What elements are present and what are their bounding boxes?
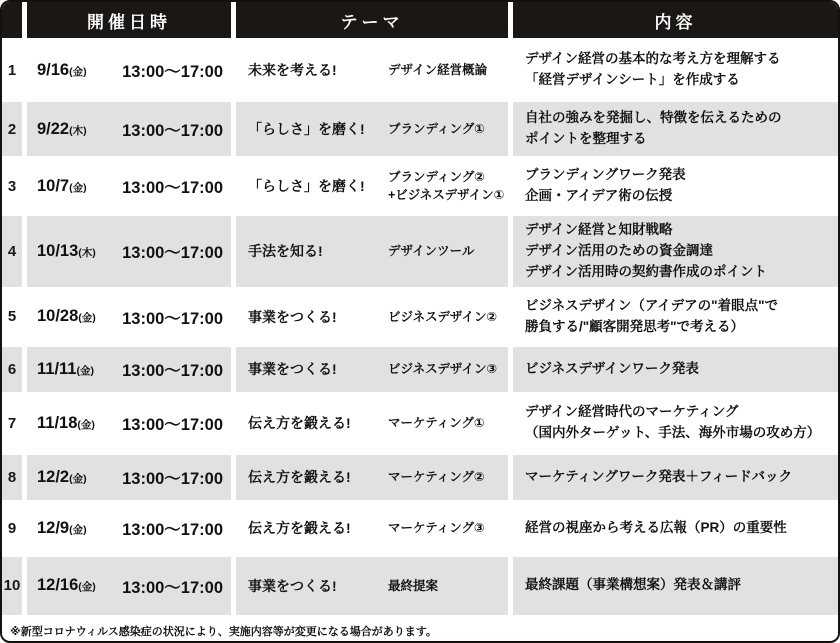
table-header [2, 2, 838, 38]
row-number: 10 [2, 557, 22, 615]
session-datetime [27, 557, 231, 615]
session-time: 13:00〜17:00 [122, 309, 223, 328]
session-weekday: (金) [69, 181, 87, 194]
session-theme [236, 455, 508, 500]
session-content [513, 455, 838, 500]
session-datetime [27, 503, 231, 554]
row-number: 9 [2, 503, 22, 554]
theme-main-label: 伝え方を鍛える! [248, 415, 351, 432]
session-date: 11/11(金) [37, 359, 94, 378]
theme-main-label: 事業をつくる! [248, 577, 337, 594]
session-content [513, 503, 838, 554]
session-weekday: (金) [69, 472, 87, 485]
session-datetime [27, 102, 231, 156]
table-row [2, 102, 838, 156]
table-row [2, 503, 838, 554]
content-line: 最終課題（事業構想案）発表＆講評 [525, 577, 741, 593]
session-date: 10/28(金) [37, 307, 96, 326]
theme-main-label: 伝え方を鍛える! [248, 469, 351, 486]
content-line: マーケティングワーク発表＋フィードバック [525, 468, 793, 484]
session-time: 13:00〜17:00 [122, 63, 223, 81]
session-theme [236, 347, 508, 392]
row-number: 6 [2, 347, 22, 392]
theme-main-label: 未来を考える! [248, 62, 337, 78]
session-content [513, 159, 838, 213]
session-time: 13:00〜17:00 [122, 470, 223, 489]
content-line: 企画・アイデア術の伝授 [525, 188, 673, 203]
session-weekday: (金) [69, 523, 87, 536]
content-line: （国内外ターゲット、手法、海外市場の攻め方） [525, 425, 821, 441]
theme-main-label: 事業をつくる! [248, 361, 337, 378]
session-weekday: (金) [76, 364, 94, 377]
theme-sub-label: マーケティング③ [388, 521, 485, 536]
header-datetime: 開催日時 [27, 2, 231, 38]
session-theme [236, 395, 508, 452]
session-date: 12/9(金) [37, 518, 87, 537]
session-weekday: (金) [78, 581, 96, 594]
content-line: ブランディングワーク発表 [525, 167, 686, 183]
session-theme [236, 557, 508, 615]
session-datetime [27, 290, 231, 344]
session-datetime [27, 347, 231, 392]
session-weekday: (木) [78, 246, 96, 259]
session-date: 9/16(金) [37, 60, 87, 79]
theme-main-label: 伝え方を鍛える! [248, 520, 351, 537]
session-date: 10/13(木) [37, 241, 96, 260]
session-time: 13:00〜17:00 [122, 362, 223, 381]
session-theme [236, 159, 508, 213]
session-time: 13:00〜17:00 [122, 521, 223, 540]
content-line: デザイン経営時代のマーケティング [525, 404, 739, 420]
content-line: デザイン活用時の契約書作成のポイント [525, 263, 768, 279]
theme-sub-label: デザイン経営概論 [388, 62, 488, 77]
row-number: 4 [2, 216, 22, 287]
session-time: 13:00〜17:00 [122, 244, 223, 263]
content-line: ビジネスデザイン（アイデアの"着眼点"で [525, 297, 778, 313]
theme-main-label: 「らしさ」を磨く! [248, 178, 365, 194]
session-datetime [27, 216, 231, 287]
row-number: 7 [2, 395, 22, 452]
session-weekday: (金) [77, 418, 95, 431]
session-content [513, 290, 838, 344]
session-content [513, 102, 838, 156]
content-line: 経営の視座から考える広報（PR）の重要性 [525, 519, 787, 535]
table-row [2, 455, 838, 500]
session-weekday: (金) [69, 65, 87, 78]
header-number-col [2, 2, 22, 38]
session-theme [236, 102, 508, 156]
content-line: デザイン活用のための資金調達 [525, 242, 714, 258]
row-number: 1 [2, 41, 22, 99]
table-body [2, 41, 838, 615]
table-row [2, 41, 838, 99]
header-content: 内容 [513, 2, 838, 38]
theme-sub-label: デザインツール [388, 244, 475, 259]
header-theme: テーマ [236, 2, 508, 38]
session-datetime [27, 455, 231, 500]
content-line: デザイン経営の基本的な考え方を理解する [525, 51, 781, 67]
session-theme [236, 216, 508, 287]
theme-main-label: 「らしさ」を磨く! [248, 121, 365, 137]
session-date: 11/18(金) [37, 413, 95, 432]
content-line: デザイン経営と知財戦略 [525, 222, 673, 237]
session-content [513, 395, 838, 452]
session-theme [236, 503, 508, 554]
session-datetime [27, 41, 231, 99]
theme-sub-label: ブランディング② +ビジネスデザイン① [388, 169, 505, 202]
theme-sub-label: 最終提案 [388, 578, 439, 593]
row-number: 2 [2, 102, 22, 156]
session-theme [236, 290, 508, 344]
content-line: 自社の強みを発掘し、特徴を伝えるための [525, 110, 782, 126]
table-row [2, 216, 838, 287]
session-content [513, 216, 838, 287]
table-row [2, 159, 838, 213]
table-row [2, 557, 838, 615]
theme-sub-label: ビジネスデザイン③ [388, 362, 498, 377]
session-date: 9/22(木) [37, 119, 87, 138]
theme-sub-label: マーケティング② [388, 470, 485, 485]
table-row [2, 395, 838, 452]
session-date: 12/2(金) [37, 467, 87, 486]
session-weekday: (木) [69, 124, 87, 137]
row-number: 5 [2, 290, 22, 344]
session-time: 13:00〜17:00 [122, 416, 223, 435]
session-time: 13:00〜17:00 [122, 122, 223, 140]
session-content [513, 41, 838, 99]
theme-sub-label: マーケティング① [388, 416, 485, 431]
content-line: 勝負する/"顧客開発思考"で考える） [525, 318, 745, 334]
session-datetime [27, 159, 231, 213]
row-number: 3 [2, 159, 22, 213]
session-content [513, 347, 838, 392]
session-time: 13:00〜17:00 [122, 179, 223, 197]
table-row [2, 347, 838, 392]
session-datetime [27, 395, 231, 452]
content-line: ビジネスデザインワーク発表 [525, 360, 699, 376]
session-time: 13:00〜17:00 [122, 578, 223, 597]
session-theme [236, 41, 508, 99]
session-content [513, 557, 838, 615]
session-weekday: (金) [78, 312, 96, 325]
content-line: 「経営デザインシート」を作成する [525, 72, 740, 87]
table-row [2, 290, 838, 344]
session-date: 10/7(金) [37, 176, 87, 195]
theme-sub-label: ブランディング① [388, 121, 485, 136]
content-line: ポイントを整理する [525, 131, 647, 146]
session-date: 12/16(金) [37, 576, 96, 595]
theme-main-label: 手法を知る! [248, 243, 323, 260]
theme-main-label: 事業をつくる! [248, 308, 337, 325]
theme-sub-label: ビジネスデザイン② [388, 309, 498, 324]
footnote: ※新型コロナウィルス感染症の状況により、実施内容等が変更になる場合があります。 [2, 618, 838, 639]
row-number: 8 [2, 455, 22, 500]
